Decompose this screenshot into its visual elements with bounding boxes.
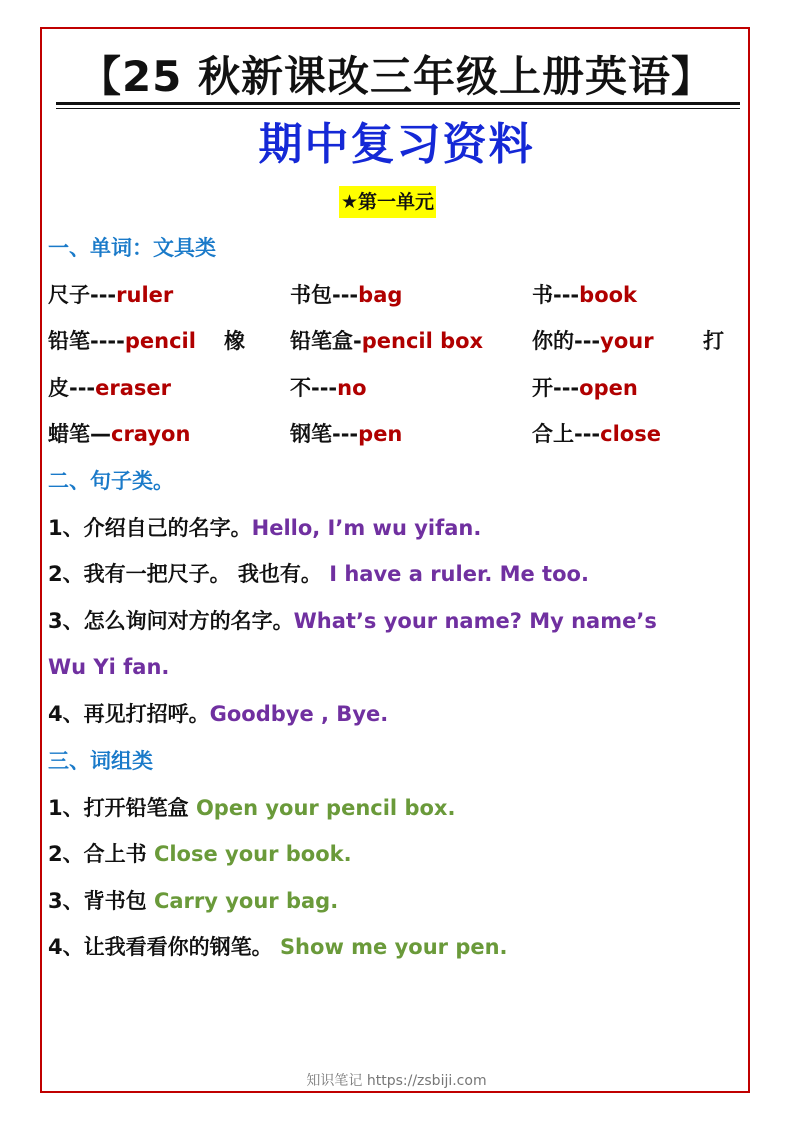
word-item: 书---book	[532, 283, 638, 307]
word-item: 铅笔----pencil	[48, 329, 196, 353]
sentence-item: 4、再见打招呼。Goodbye , Bye.	[48, 702, 389, 726]
word-item: 尺子---ruler	[48, 283, 174, 307]
word-item-wrap-text: 打	[703, 329, 724, 353]
phrases-heading: 三、词组类	[48, 749, 153, 773]
word-item-wrap-text: 橡	[224, 329, 245, 353]
sentences-heading: 二、句子类。	[48, 469, 174, 493]
phrase-item: 1、打开铅笔盒 Open your pencil box.	[48, 796, 456, 820]
phrase-item: 4、让我看看你的钢笔。 Show me your pen.	[48, 935, 508, 959]
word-item: 钢笔---pen	[290, 422, 403, 446]
sentence-item: 3、怎么询问对方的名字。What’s your name? My name’s	[48, 609, 657, 633]
page-title: 【25 秋新课改三年级上册英语】	[78, 52, 715, 101]
word-item: 皮---eraser	[48, 376, 172, 400]
sentence-item: 1、介绍自己的名字。Hello, I’m wu yifan.	[48, 516, 482, 540]
word-item: 合上---close	[532, 422, 661, 446]
word-item: 你的---your	[532, 329, 654, 353]
word-item: 蜡笔—crayon	[48, 422, 191, 446]
word-item: 开---open	[532, 376, 638, 400]
sentence-item: 2、我有一把尺子。 我也有。 I have a ruler. Me too.	[48, 562, 589, 586]
page-subtitle: 期中复习资料	[258, 119, 535, 170]
word-row	[48, 326, 748, 356]
word-item: 书包---bag	[290, 283, 403, 307]
phrase-item: 3、背书包 Carry your bag.	[48, 889, 339, 913]
phrase-item: 2、合上书 Close your book.	[48, 842, 352, 866]
title-underline-thin	[56, 108, 740, 109]
word-row	[48, 280, 748, 310]
word-row	[48, 419, 748, 449]
title-underline-thick	[56, 102, 740, 105]
words-heading: 一、单词：文具类	[48, 236, 216, 260]
word-item: 不---no	[290, 376, 367, 400]
sentence-item-continued: Wu Yi fan.	[48, 655, 170, 679]
word-row	[48, 373, 748, 403]
unit-label: ★第一单元	[339, 186, 436, 218]
word-item: 铅笔盒-pencil box	[290, 329, 484, 353]
footer-watermark: 知识笔记 https://zsbiji.com	[306, 1073, 487, 1089]
